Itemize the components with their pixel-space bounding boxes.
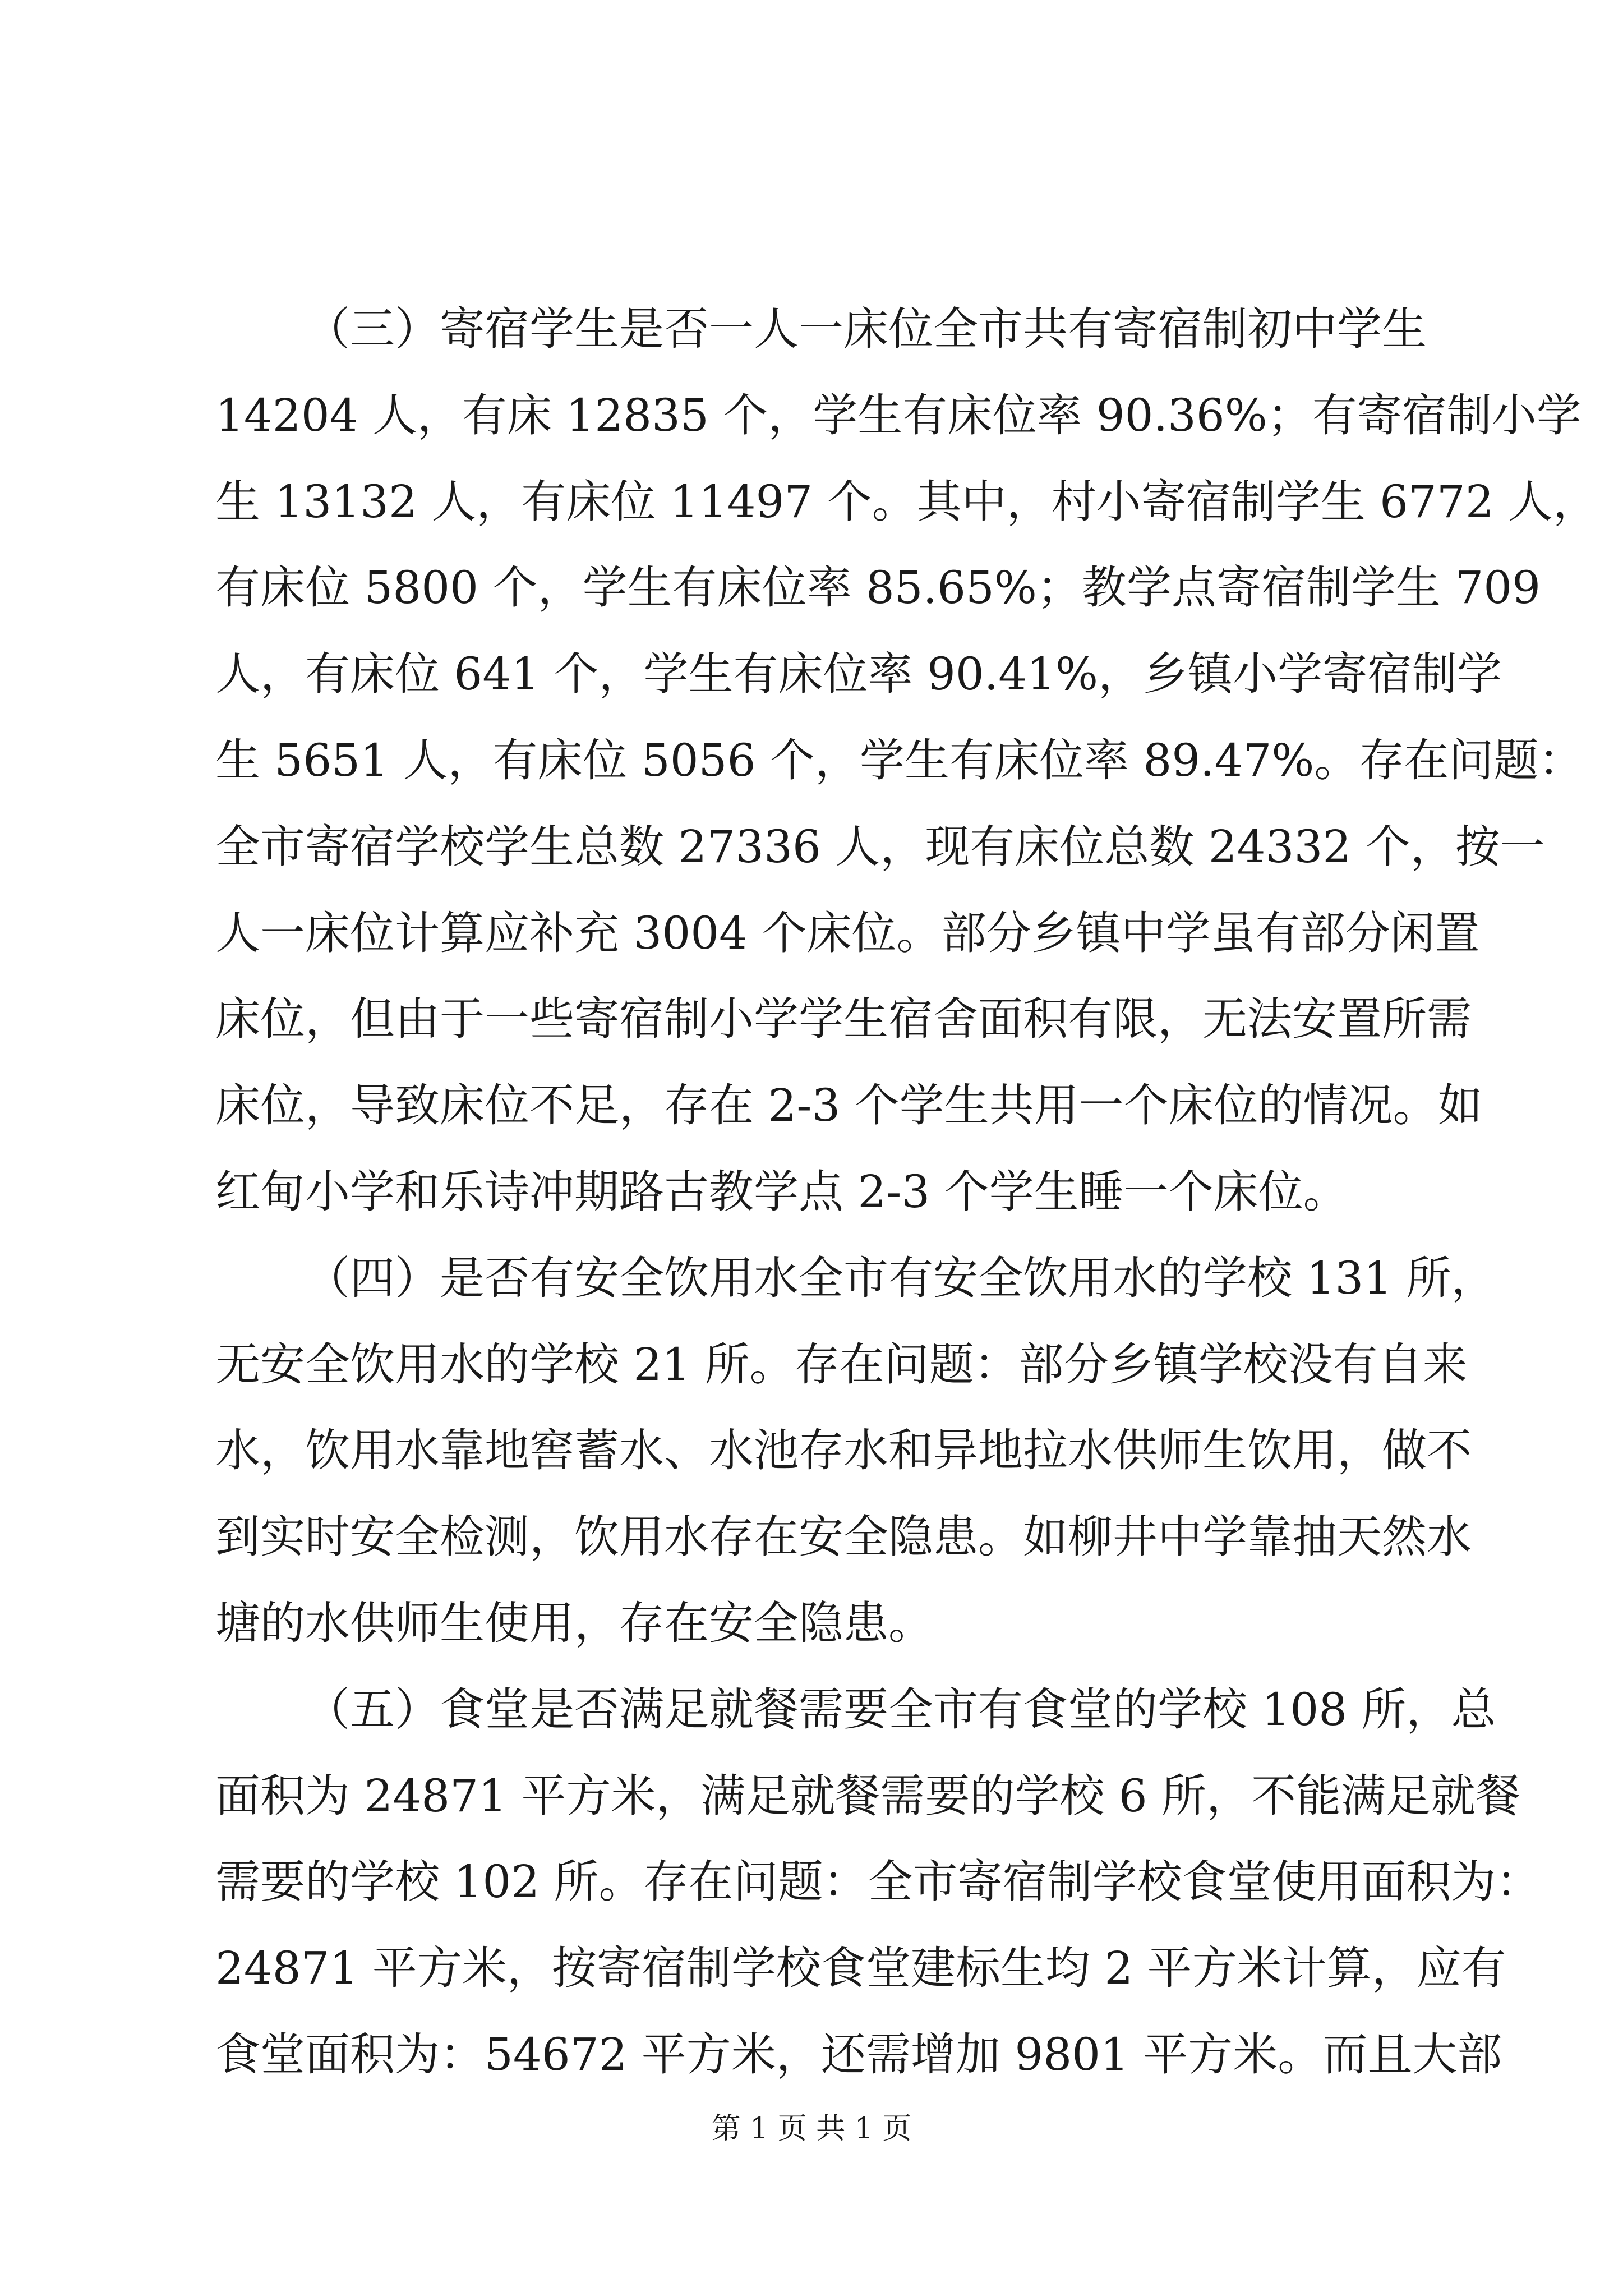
text-line: 全市寄宿学校学生总数 27336 人，现有床位总数 24332 个，按一 <box>215 820 1545 873</box>
text-line: 人，有床位 641 个，学生有床位率 90.41%，乡镇小学寄宿制学 <box>215 648 1502 701</box>
page-footer: 第 1 页 共 1 页 <box>711 2112 912 2146</box>
text-line: 14204 人，有床 12835 个，学生有床位率 90.36%；有寄宿制小学 <box>215 389 1581 441</box>
text-line: 食堂面积为：54672 平方米，还需增加 9801 平方米。而且大部 <box>215 2028 1502 2081</box>
text-line: 红甸小学和乐诗冲期路古教学点 2-3 个学生睡一个床位。 <box>215 1165 1348 1218</box>
body-text <box>215 286 1598 2098</box>
text-line: 塘的水供师生使用，存在安全隐患。 <box>215 1596 933 1649</box>
text-line: （三）寄宿学生是否一人一床位全市共有寄宿制初中学生 <box>305 303 1427 355</box>
text-line: 床位，但由于一些寄宿制小学学生宿舍面积有限，无法安置所需 <box>215 993 1472 1046</box>
text-line: 无安全饮用水的学校 21 所。存在问题：部分乡镇学校没有自来 <box>215 1338 1468 1391</box>
text-line: 水，饮用水靠地窖蓄水、水池存水和异地拉水供师生饮用，做不 <box>215 1424 1472 1477</box>
text-line: 床位，导致床位不足，存在 2-3 个学生共用一个床位的情况。如 <box>215 1079 1483 1132</box>
text-line: 人一床位计算应补充 3004 个床位。部分乡镇中学虽有部分闲置 <box>215 907 1480 959</box>
text-line: （四）是否有安全饮用水全市有安全饮用水的学校 131 所， <box>305 1251 1496 1304</box>
text-line: （五）食堂是否满足就餐需要全市有食堂的学校 108 所，总 <box>305 1683 1496 1736</box>
text-line: 到实时安全检测，饮用水存在安全隐患。如柳井中学靠抽天然水 <box>215 1511 1472 1563</box>
text-line: 面积为 24871 平方米，满足就餐需要的学校 6 所，不能满足就餐 <box>215 1769 1521 1822</box>
text-line: 生 5651 人，有床位 5056 个，学生有床位率 89.47%。存在问题： <box>215 734 1584 786</box>
text-line: 24871 平方米，按寄宿制学校食堂建标生均 2 平方米计算，应有 <box>215 1942 1506 1995</box>
text-line: 生 13132 人，有床位 11497 个。其中，村小寄宿制学生 6772 人， <box>215 475 1598 528</box>
text-line: 有床位 5800 个，学生有床位率 85.65%；教学点寄宿制学生 709 <box>215 562 1541 614</box>
text-line: 需要的学校 102 所。存在问题：全市寄宿制学校食堂使用面积为： <box>215 1856 1541 1908</box>
